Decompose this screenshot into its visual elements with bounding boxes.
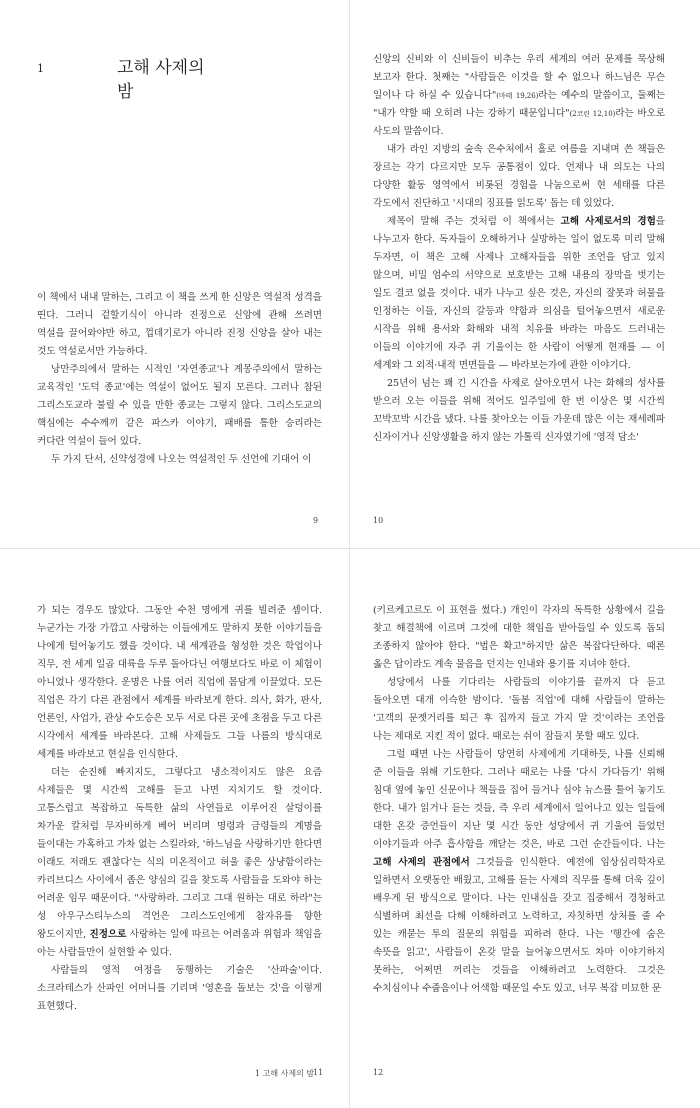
page-number: 11 xyxy=(313,1068,324,1077)
chapter-title xyxy=(117,56,205,104)
page-12 xyxy=(373,549,665,1108)
page-9 xyxy=(37,0,322,540)
page-12-body xyxy=(373,602,665,998)
paragraph xyxy=(373,51,665,141)
text-run: 그럴 때면 나는 사람들이 당연히 사제에게 기대하듯, 나를 신뢰해 준 이들을 위해 기도한다. 그러나 때로는 나를 '다시 가다듬기' 위해 침대 옆에 놓인 신문이나 책들을 집어 들거나 심야 뉴스를 틀어 놓기도 한다. 내가 읽거나 듣는 것들, 즉 우리 세계에서 일어나고 있는 일들에 대한 온갖 증언들이 지난 몇 시간 동안 성당에서 귀 기울여 들었던 이야기들과 아주 흡사함을 깨닫는 것은, 바로 그런 순간들이다. 나는 xyxy=(373,749,665,850)
paragraph: 25년이 넘는 꽤 긴 시간을 사제로 살아오면서 나는 화해의 성사를 받으러 오는 이들을 위해 적어도 일주일에 한 번 이상은 몇 시간씩 꼬박꼬박 시간을 냈다. 나를 찾아오는 이들 가운데 많은 이는 재세례파 신자이거나 신앙생활을 하지 않는 가톨릭 신자였기에 '영적 담소' xyxy=(373,378,665,443)
page-11-body xyxy=(37,602,322,1016)
text-run: 라는 바오로 사도의 말씀이다. xyxy=(373,108,666,137)
page-9-body xyxy=(37,289,322,469)
text-run: 더는 순진해 빠지지도, 그렇다고 냉소적이지도 않은 요즘 사제들은 몇 시간씩 고해를 듣고 나면 지치기도 할 것이다. 고통스럽고 복잡하고 독특한 삶의 사연들로 이루어진 살덩이를 차가운 칼처럼 무자비하게 베어 버리며 명령과 금령들의 계명을 들이대는 가혹하고 가차 없는 스킬라와, '하느님을 사랑하기만 한다면 이래도 저래도 괜찮다'는 식의 미온적이고 허울 좋은 상냥함이라는 카리브디스 사이에서 좁은 양심의 길을 찾도록 사람들을 도와야 하는 어려운 임무 때문이다. "사랑하라. 그리고 그대 원하는 대로 하라"는 성 아우구스티누스의 격언은 그리스도인에게 참자유를 향한 왕도이지만, xyxy=(37,767,322,940)
paragraph: 낭만주의에서 말하는 시적인 '자연종교'나 계몽주의에서 말하는 교육적인 '도덕 종교'에는 역설이 없어도 될지 모른다. 그러나 참된 그리스도교라 불릴 수 있을 만한 종교는 그렇지 않다. 그리스도교의 핵심에는 수수께끼 같은 파스카 이야기, 패배를 통한 승리라는 커다란 역설이 들어 있다. xyxy=(37,364,322,447)
page-10-body xyxy=(373,51,665,447)
paragraph: 사람들의 영적 여정을 동행하는 기술은 '산파술'이다. 소크라테스가 산파인 어머니를 기리며 '영혼을 돌보는 것'을 이렇게 표현했다. xyxy=(37,965,322,1012)
paragraph: 두 가지 단서, 신약성경에 나오는 역설적인 두 선언에 기대어 이 xyxy=(51,454,312,465)
text-run: 을 나누고자 한다. 독자들이 오해하거나 실망하는 일이 없도록 미리 말해 두자면, 이 책은 고해 사제나 고해자들을 위한 조언을 담고 있지 않으며, 비밀 엄수의 서약으로 보호받는 고해 내용의 장막을 벗기는 일도 결코 없을 것이다. 내가 나누고 싶은 것은, 자신의 잘못과 허물을 인정하는 이들, 자신의 갈등과 약함과 의심을 털어놓으면서 새로운 시작을 위해 용서와 화해와 내적 치유를 바라는 마음도 드러내는 이들의 이야기에 자주 귀 기울이는 한 사람이 어떻게 현재를 — 이 세계와 그 외적·내적 면면들을 — 바라보는가에 관한 이야기다. xyxy=(373,216,665,371)
chapter-title-line1: 고해 사제의 xyxy=(117,58,205,78)
spread-gutter-bottom xyxy=(349,549,350,1108)
paragraph: 성당에서 나를 기다리는 사람들의 이야기를 끝까지 다 듣고 돌아오면 대개 이슥한 밤이다. '돌봄 직업'에 대해 사람들이 말하는 '고객의 문젯거리를 퇴근 후 집까지 들고 가지 말 것'이라는 조언을 나는 제대로 지킨 적이 없다. 때로는 쉬이 잠들지 못할 때도 있다. xyxy=(373,677,665,742)
text-run: 제목이 말해 주는 것처럼 이 책에서는 xyxy=(387,216,561,227)
page-number: 10 xyxy=(373,516,384,525)
paragraph: 내가 라인 지방의 숲속 은수처에서 홀로 여름을 지내며 쓴 책들은 장르는 각기 다르지만 모두 공통점이 있다. 언제나 내 의도는 나의 다양한 활동 영역에서 비롯된 경험을 나눔으로써 현 세태를 다른 각도에서 진단하고 '시대의 징표를 읽도록' 돕는 데 있었다. xyxy=(373,144,665,209)
paragraph xyxy=(37,764,322,962)
chapter-number: 1 xyxy=(37,62,44,75)
paragraph xyxy=(373,213,665,375)
text-run: 신앙의 신비와 이 신비들이 비추는 우리 세계의 여러 문제를 묵상해 보고자 한다. 첫째는 "사람들은 이것을 할 수 없으나 하느님은 무슨 일이나 다 하실 수 있습니다" xyxy=(373,54,665,101)
text-run: 그것들을 인식한다. 예전에 임상심리학자로 일하면서 오랫동안 배웠고, 고해를 듣는 사제의 직무를 통해 더욱 깊이 배우게 된 방식으로 말이다. 나는 인내심을 갖고 집중해서 경청하고 식별하며 최선을 다해 이해하려고 노력하고, 자칫하면 상처를 줄 수 있는 캐묻는 투의 질문의 위험을 피하려 한다. 나는 '행간에 숨은 속뜻을 읽고', 사람들이 온갖 말을 늘어놓으면서도 차마 이야기하지 못하는, 어쩌면 꺼리는 것들을 이해하려고 노력한다. 그것은 수치심이나 수줍음이나 어색함 때문일 수도 있고, 너무 복잡 미묘한 문 xyxy=(373,857,665,994)
emphasis: 고해 사제로서의 경험 xyxy=(560,216,656,227)
text-run: 라는 예수의 말씀이고, 둘째는 "내가 약할 때 오히려 나는 강하기 때문입니다" xyxy=(373,90,665,119)
chapter-title-line2: 밤 xyxy=(117,82,134,102)
paragraph: 이 책에서 내내 말하는, 그리고 이 책을 쓰게 한 신앙은 역설적 성격을 띤다. 그러니 겉할기식이 아니라 진정으로 신앙에 관해 쓰려면 역설을 끌어와야만 하고, 껍데기로가 아니라 진정 신앙을 살아 내는 것도 역설로서만 가능하다. xyxy=(37,292,322,357)
emphasis: 진정으로 xyxy=(89,929,127,940)
citation: (마태 19,26) xyxy=(496,92,539,100)
page-11 xyxy=(37,549,322,1108)
paragraph: 가 되는 경우도 많았다. 그동안 수천 명에게 귀를 빌려준 셈이다. 누군가는 가장 가깝고 사랑하는 이들에게도 말하지 못한 이야기들을 나에게 털어놓기도 했을 것이다. 내 세계관을 형성한 것은 학업이나 직무, 전 세계 일곱 대륙을 두루 돌아다닌 여행보다도 바로 이 체험이 아니었나 생각한다. 운명은 나를 여러 직업에 몸담게 이끌었다. 모든 직업은 각기 다른 관점에서 세계를 바라보게 한다. 의사, 화가, 판사, 언론인, 사업가, 관상 수도승은 모두 서로 다른 곳에 초점을 두고 다른 시각에서 세계를 바라본다. 고해 사제들도 그들 나름의 방식대로 세계를 바라보고 현실을 인식한다. xyxy=(37,605,322,760)
emphasis: 고해 사제의 관점에서 xyxy=(373,857,470,868)
citation: (2코린 12,10) xyxy=(569,110,616,118)
text-run: 사랑하는 일에 따르는 어려움과 위험과 책임을 아는 사람들만이 실현할 수 있다. xyxy=(37,929,322,958)
spread-gutter-top xyxy=(349,0,350,548)
paragraph: (키르케고르도 이 표현을 썼다.) 개인이 각자의 독특한 상황에서 길을 찾고 해결책에 이르며 그것에 대한 책임을 받아들일 수 있도록 돕되 조종하지 않아야 한다. "법은 확고"하지만 삶은 복잡다단하다. 때론 옳은 답이라도 계속 물음을 던지는 인내와 용기를 지녀야 한다. xyxy=(373,605,665,670)
page-number: 9 xyxy=(313,516,319,525)
page-10 xyxy=(373,0,665,540)
running-head: 1 고해 사제의 밤 xyxy=(255,1069,315,1078)
paragraph xyxy=(373,746,665,998)
page-number: 12 xyxy=(373,1068,384,1077)
